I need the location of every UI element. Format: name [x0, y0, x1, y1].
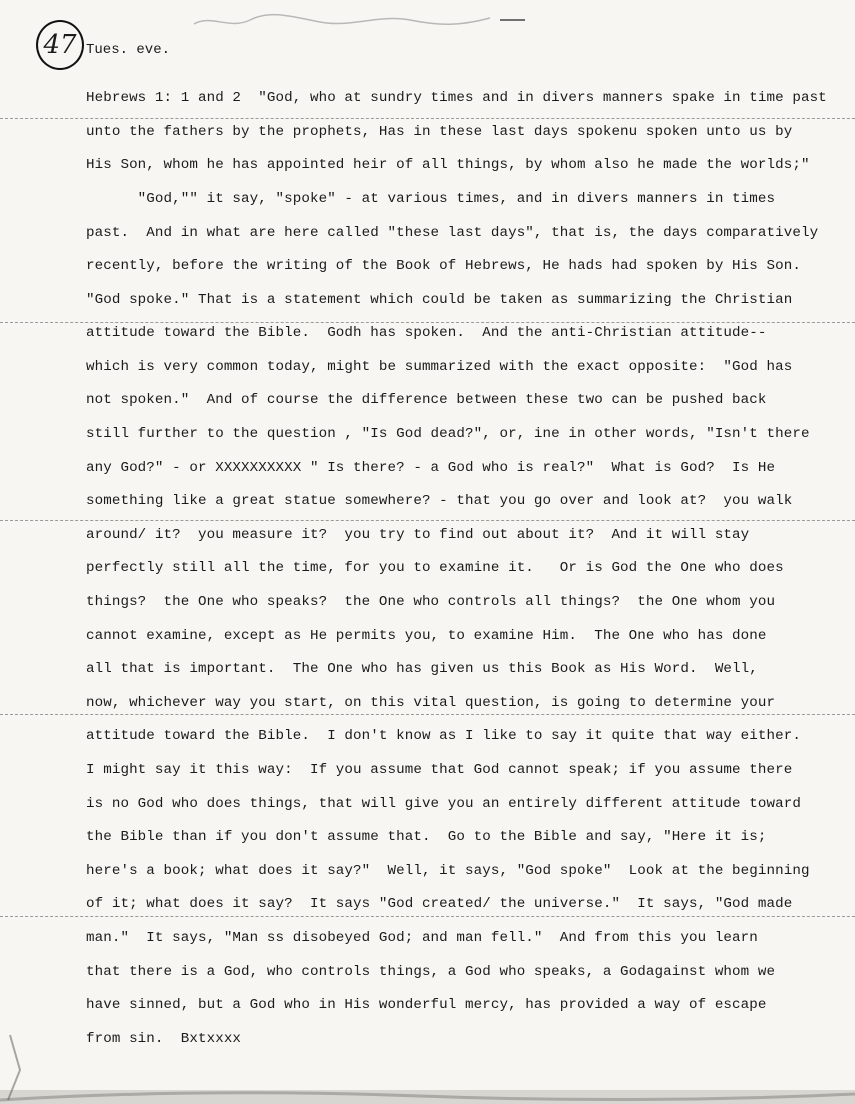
- text-line: man." It says, "Man ss disobeyed God; and man fell." And from this you learn: [86, 930, 758, 946]
- text-line: here's a book; what does it say?" Well, it says, "God spoke" Look at the beginning: [86, 863, 810, 879]
- text-line: cannot examine, except as He permits you, to examine Him. The One who has done: [86, 628, 767, 644]
- text-line: attitude toward the Bible. Godh has spoken. And the anti-Christian attitude--: [86, 325, 767, 341]
- text-line: which is very common today, might be summarized with the exact opposite: "God has: [86, 359, 793, 375]
- text-line: "God,"" it say, "spoke" - at various times, and in divers manners in times: [86, 191, 776, 207]
- text-line: of it; what does it say? It says "God created/ the universe." It says, "God made: [86, 896, 793, 912]
- text-line: I might say it this way: If you assume that God cannot speak; if you assume there: [86, 762, 793, 778]
- text-line: that there is a God, who controls things, a God who speaks, a Godagainst whom we: [86, 964, 776, 980]
- margin-rule: [0, 520, 855, 521]
- text-line: things? the One who speaks? the One who controls all things? the One whom you: [86, 594, 776, 610]
- text-line: any God?" - or XXXXXXXXXX " Is there? - a God who is real?" What is God? Is He: [86, 460, 776, 476]
- text-line: perfectly still all the time, for you to examine it. Or is God the One who does: [86, 560, 784, 576]
- text-line: unto the fathers by the prophets, Has in these last days spokenu spoken unto us by: [86, 124, 793, 140]
- margin-rule: [0, 916, 855, 917]
- margin-rule: [0, 714, 855, 715]
- header-note: Tues. eve.: [86, 42, 171, 58]
- text-line: from sin. Bxtxxxx: [86, 1031, 242, 1047]
- text-line: His Son, whom he has appointed heir of all things, by whom also he made the worlds;": [86, 157, 810, 173]
- text-line: all that is important. The One who has given us this Book as His Word. Well,: [86, 661, 758, 677]
- text-line: the Bible than if you don't assume that. Go to the Bible and say, "Here it is;: [86, 829, 767, 845]
- text-line: still further to the question , "Is God dead?", or, ine in other words, "Isn't there: [86, 426, 810, 442]
- text-line: now, whichever way you start, on this vital question, is going to determine your: [86, 695, 776, 711]
- scan-smudge-left: [0, 1030, 60, 1104]
- scan-smudge-bottom: [0, 1060, 855, 1104]
- page-number-circle: [36, 20, 84, 70]
- margin-rule: [0, 118, 855, 119]
- text-line: not spoken." And of course the difference between these two can be pushed back: [86, 392, 767, 408]
- text-line: something like a great statue somewhere? - that you go over and look at? you walk: [86, 493, 793, 509]
- text-line: Hebrews 1: 1 and 2 "God, who at sundry times and in divers manners spake in time past: [86, 90, 827, 106]
- text-line: "God spoke." That is a statement which could be taken as summarizing the Christian: [86, 292, 793, 308]
- faint-pencil-scrawl: [190, 6, 530, 36]
- text-line: is no God who does things, that will give you an entirely different attitude toward: [86, 796, 801, 812]
- text-line: past. And in what are here called "these last days", that is, the days comparatively: [86, 225, 819, 241]
- text-line: attitude toward the Bible. I don't know as I like to say it quite that way either.: [86, 728, 801, 744]
- text-line: have sinned, but a God who in His wonderful mercy, has provided a way of escape: [86, 997, 767, 1013]
- text-line: recently, before the writing of the Book of Hebrews, He hads had spoken by His Son.: [86, 258, 801, 274]
- page-number: 47: [43, 30, 77, 60]
- text-line: around/ it? you measure it? you try to find out about it? And it will stay: [86, 527, 750, 543]
- margin-rule: [0, 322, 855, 323]
